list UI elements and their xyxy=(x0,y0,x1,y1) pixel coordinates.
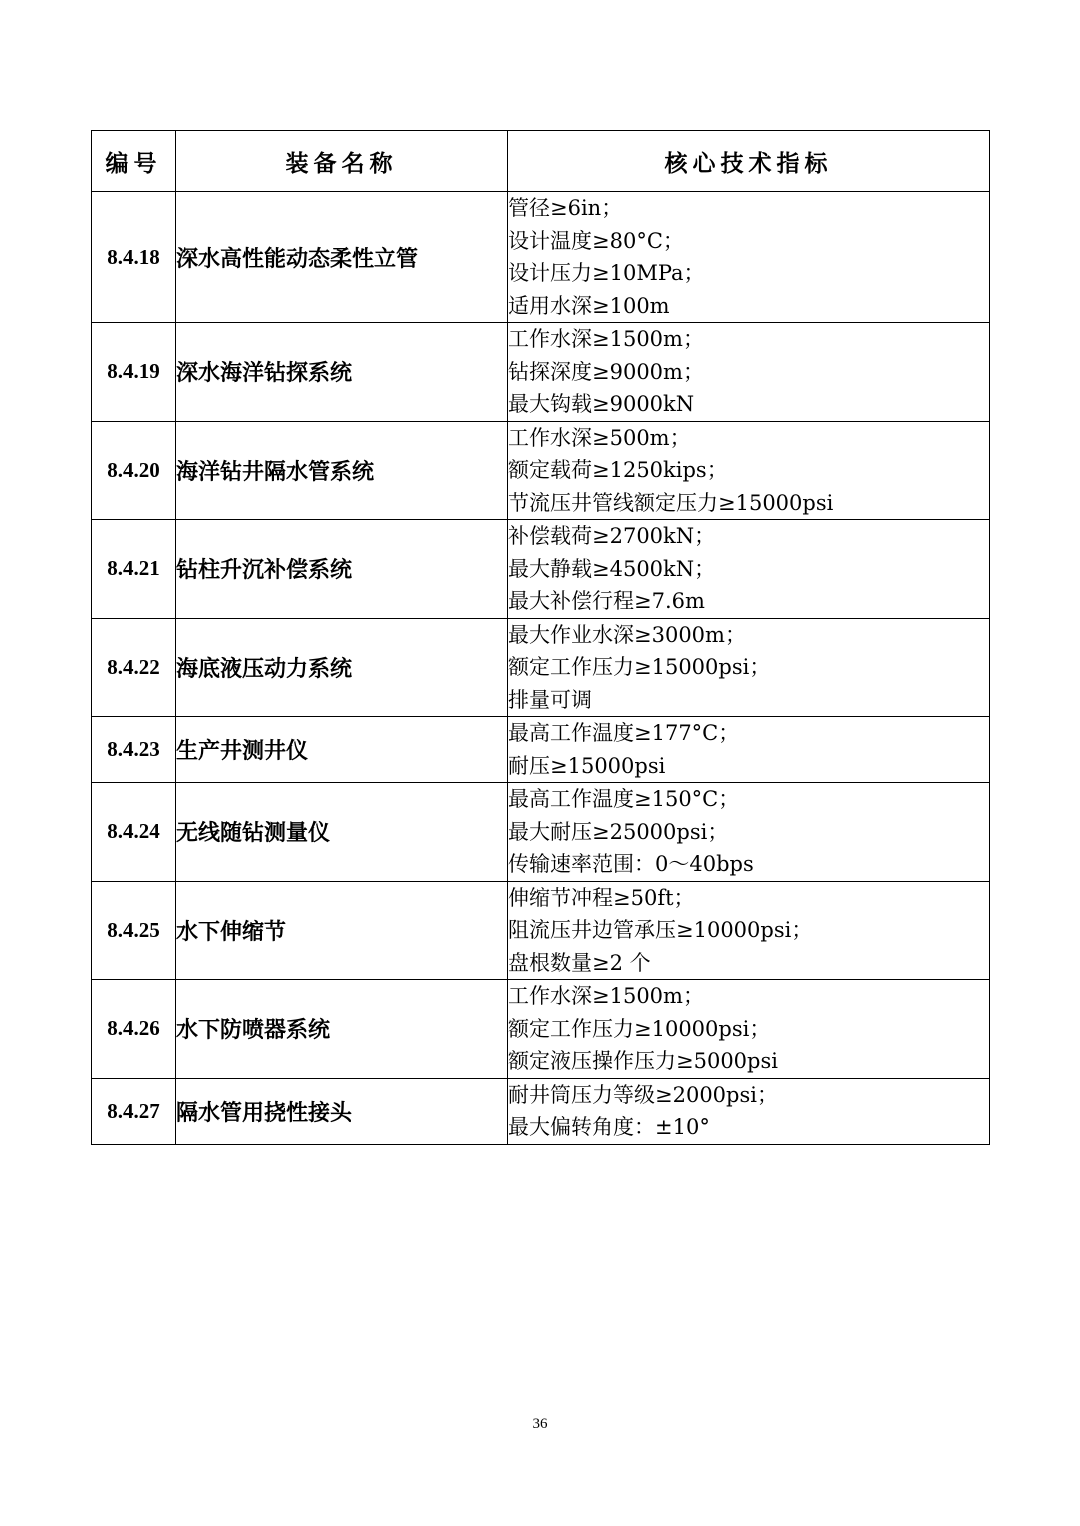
spec-line: 工作水深≥1500m； xyxy=(508,984,704,1008)
row-equipment-name: 钻柱升沉补偿系统 xyxy=(176,520,508,619)
row-spec-cell xyxy=(508,618,990,717)
page-number: 36 xyxy=(532,1416,548,1432)
spec-line: 最大静载≥4500kN； xyxy=(508,556,716,581)
spec-line: 额定工作压力≥15000psi； xyxy=(508,655,771,679)
spec-line: 适用水深≥100m xyxy=(508,293,670,318)
row-id: 8.4.22 xyxy=(92,618,176,717)
table-row xyxy=(92,717,990,783)
table-row xyxy=(92,783,990,882)
spec-line: 排量可调 xyxy=(508,687,592,712)
spec-line: 最高工作温度≥177°C； xyxy=(508,721,740,745)
row-id: 8.4.19 xyxy=(92,323,176,422)
row-id: 8.4.27 xyxy=(92,1078,176,1144)
table-row xyxy=(92,421,990,520)
spec-line: 钻探深度≥9000m； xyxy=(508,359,704,384)
spec-line: 工作水深≥1500m； xyxy=(508,327,704,351)
row-spec-cell xyxy=(508,520,990,619)
table-header-row xyxy=(92,131,990,192)
spec-line: 补偿载荷≥2700kN； xyxy=(508,524,716,548)
row-spec-cell xyxy=(508,323,990,422)
row-id: 8.4.26 xyxy=(92,980,176,1079)
row-id: 8.4.21 xyxy=(92,520,176,619)
row-equipment-name: 生产井测井仪 xyxy=(176,717,508,783)
spec-line: 伸缩节冲程≥50ft； xyxy=(508,885,695,910)
spec-line: 设计压力≥10MPa； xyxy=(508,261,705,285)
spec-line: 最大钩载≥9000kN xyxy=(508,392,695,416)
table-row xyxy=(92,881,990,980)
row-equipment-name: 海洋钻井隔水管系统 xyxy=(176,421,508,520)
row-spec-cell xyxy=(508,421,990,520)
row-spec-cell xyxy=(508,783,990,882)
spec-line: 最大作业水深≥3000m； xyxy=(508,622,746,647)
spec-line: 耐井筒压力等级≥2000psi； xyxy=(508,1082,778,1107)
row-id: 8.4.18 xyxy=(92,192,176,323)
row-equipment-name: 隔水管用挠性接头 xyxy=(176,1078,508,1144)
row-equipment-name: 海底液压动力系统 xyxy=(176,618,508,717)
row-equipment-name: 水下防喷器系统 xyxy=(176,980,508,1079)
spec-line: 盘根数量≥2 个 xyxy=(508,950,651,975)
table-row xyxy=(92,980,990,1079)
spec-line: 额定工作压力≥10000psi； xyxy=(508,1016,771,1041)
spec-line: 管径≥6in； xyxy=(508,196,623,220)
table-row xyxy=(92,618,990,717)
table-row xyxy=(92,1078,990,1144)
spec-line: 最大偏转角度：±10° xyxy=(508,1115,710,1139)
table-row xyxy=(92,323,990,422)
spec-line: 设计温度≥80°C； xyxy=(508,228,684,253)
header-spec: 核心技术指标 xyxy=(508,131,990,192)
row-spec-cell xyxy=(508,1078,990,1144)
row-equipment-name: 无线随钻测量仪 xyxy=(176,783,508,882)
row-spec-cell xyxy=(508,192,990,323)
spec-line: 最大补偿行程≥7.6m xyxy=(508,589,705,613)
spec-line: 节流压井管线额定压力≥15000psi xyxy=(508,490,834,515)
header-name: 装备名称 xyxy=(176,131,508,192)
row-id: 8.4.23 xyxy=(92,717,176,783)
row-id: 8.4.25 xyxy=(92,881,176,980)
spec-line: 额定液压操作压力≥5000psi xyxy=(508,1049,778,1073)
spec-line: 传输速率范围：0～40bps xyxy=(508,852,754,876)
equipment-spec-table xyxy=(91,130,990,1145)
table-row xyxy=(92,520,990,619)
row-equipment-name: 深水海洋钻探系统 xyxy=(176,323,508,422)
row-equipment-name: 深水高性能动态柔性立管 xyxy=(176,192,508,323)
header-id: 编号 xyxy=(92,131,176,192)
row-spec-cell xyxy=(508,881,990,980)
spec-line: 阻流压井边管承压≥10000psi； xyxy=(508,918,813,942)
spec-line: 最高工作温度≥150°C； xyxy=(508,787,740,811)
table-row xyxy=(92,192,990,323)
row-id: 8.4.24 xyxy=(92,783,176,882)
row-spec-cell xyxy=(508,717,990,783)
spec-line: 耐压≥15000psi xyxy=(508,753,666,778)
spec-line: 工作水深≥500m； xyxy=(508,425,691,450)
spec-line: 最大耐压≥25000psi； xyxy=(508,819,729,844)
spec-line: 额定载荷≥1250kips； xyxy=(508,458,728,482)
row-spec-cell xyxy=(508,980,990,1079)
row-equipment-name: 水下伸缩节 xyxy=(176,881,508,980)
row-id: 8.4.20 xyxy=(92,421,176,520)
